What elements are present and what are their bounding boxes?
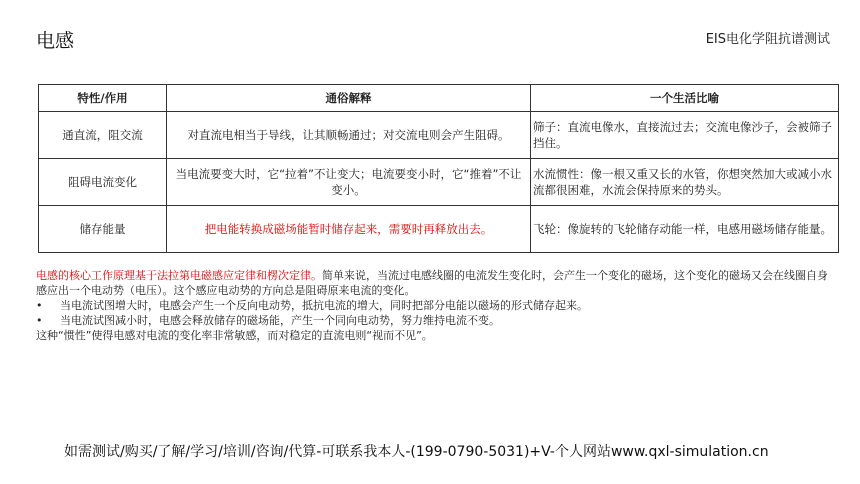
table-row xyxy=(39,206,839,253)
conclusion-paragraph: 这种“惯性”使得电感对电流的变化率非常敏感，而对稳定的直流电则“视而不见”。 xyxy=(36,329,433,342)
inductor-properties-table xyxy=(38,84,839,253)
analogy-cell: 飞轮：像旋转的飞轮储存动能一样，电感用磁场储存能量。 xyxy=(531,206,839,253)
list-item-text: 当电流试图增大时，电感会产生一个反向电动势，抵抗电流的增大，同时把部分电能以磁场的形式储存起来。 xyxy=(60,299,588,312)
bullet-icon: • xyxy=(36,314,43,327)
column-header-feature: 特性/作用 xyxy=(39,85,167,112)
explanation-cell-highlighted: 把电能转换成磁场能暂时储存起来，需要时再释放出去。 xyxy=(167,206,531,253)
principle-paragraph xyxy=(36,268,836,298)
list-item xyxy=(36,313,836,328)
principle-text: 简单来说，当流过电感线圈的电流发生变化时，会产生一个变化的磁场，这个变化的磁场又会在线圈自身感应出一个电动势（电压）。这个感应电动势的方向总是阻碍原来电流的变化。 xyxy=(36,269,828,297)
contact-footer: 如需测试/购买/了解/学习/培训/咨询/代算-可联系我本人-(199-0790-5031)+V-个人网站www.qxl-simulation.cn xyxy=(64,444,769,460)
explanation-cell: 对直流电相当于导线，让其顺畅通过；对交流电则会产生阻碍。 xyxy=(167,112,531,159)
bullet-icon: • xyxy=(36,299,43,312)
explanation-cell: 当电流要变大时，它“拉着”不让变大；电流要变小时，它“推着”不让变小。 xyxy=(167,159,531,206)
principle-highlight: 电感的核心工作原理基于法拉第电磁感应定律和楞次定律。 xyxy=(36,269,322,282)
feature-cell: 储存能量 xyxy=(39,206,167,253)
list-item-text: 当电流试图减小时，电感会释放储存的磁场能，产生一个同向电动势，努力维持电流不变。 xyxy=(60,314,500,327)
page-title: 电感 xyxy=(36,30,75,52)
table-row xyxy=(39,159,839,206)
column-header-analogy: 一个生活比喻 xyxy=(531,85,839,112)
list-item xyxy=(36,298,836,313)
column-header-explanation: 通俗解释 xyxy=(167,85,531,112)
table-row xyxy=(39,112,839,159)
analogy-cell: 水流惯性：像一根又重又长的水管，你想突然加大或减小水流都很困难，水流会保持原来的势头。 xyxy=(531,159,839,206)
analogy-cell: 筛子：直流电像水，直接流过去；交流电像沙子，会被筛子挡住。 xyxy=(531,112,839,159)
table-header-row xyxy=(39,85,839,112)
feature-cell: 通直流，阻交流 xyxy=(39,112,167,159)
principle-description xyxy=(36,268,836,343)
feature-cell: 阻碍电流变化 xyxy=(39,159,167,206)
section-label: EIS电化学阻抗谱测试 xyxy=(705,32,830,47)
